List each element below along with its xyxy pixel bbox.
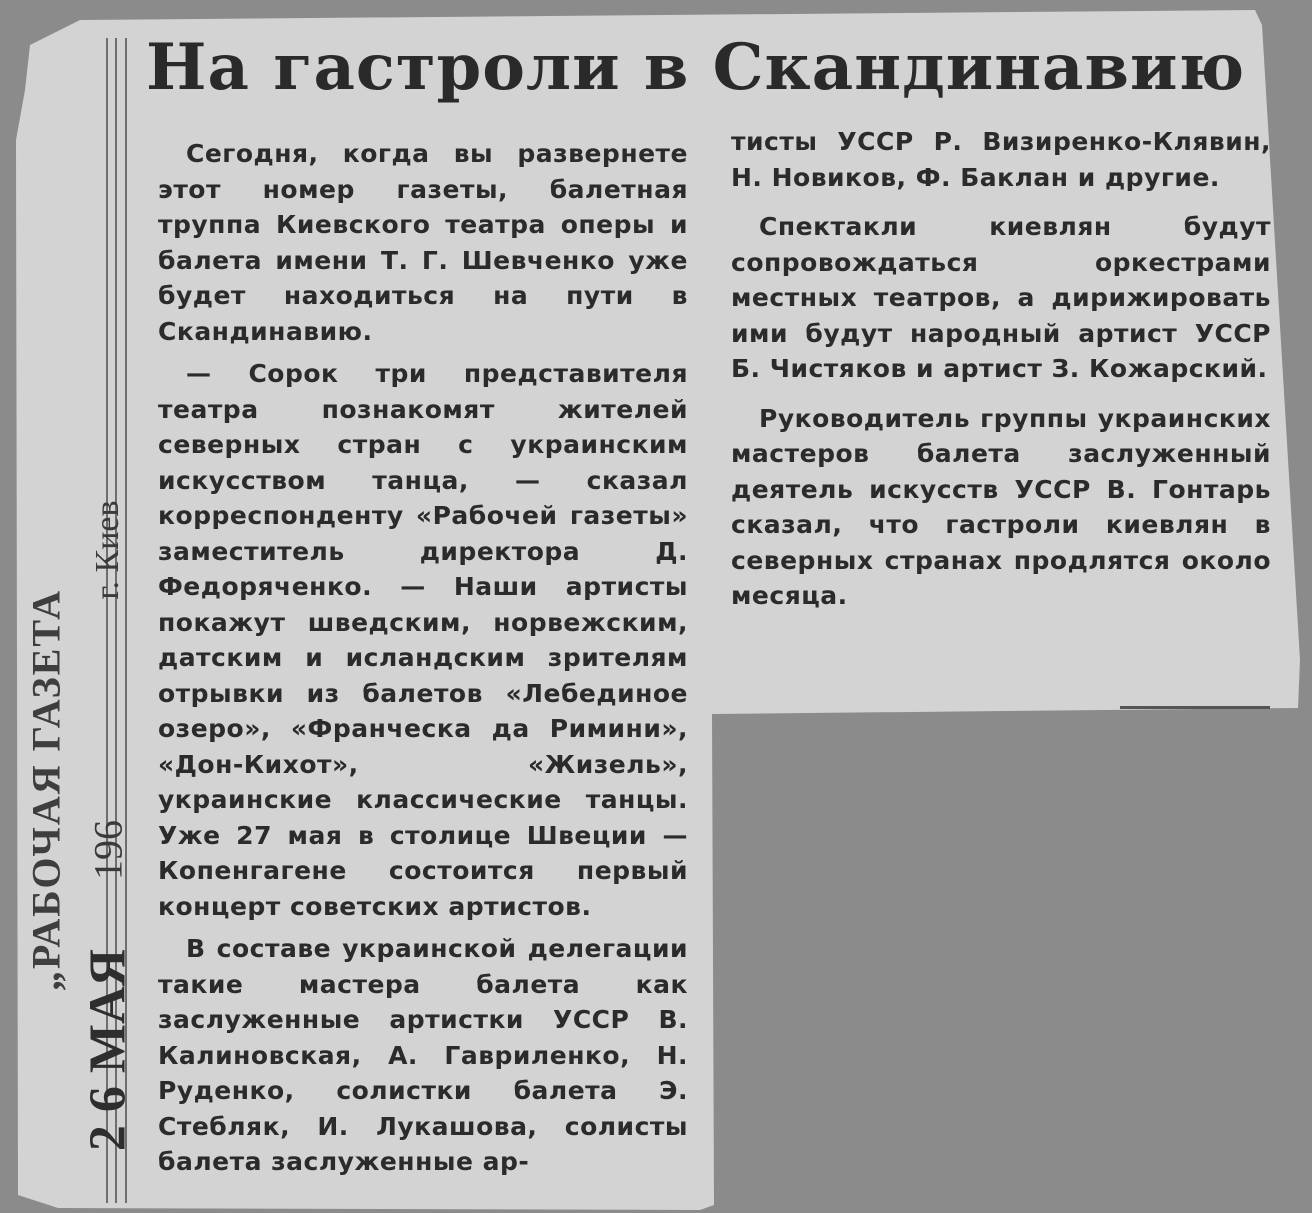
- stamp-city: г. Киев: [89, 500, 126, 600]
- newspaper-stamp: [22, 380, 70, 1200]
- article-paragraph: тисты УССР Р. Визиренко-Клявин, Н. Новиков, Ф. Баклан и другие.: [731, 127, 1271, 192]
- article-paragraph: В составе украинской делегации такие мастера балета как заслуженные артистки УССР В. Калиновская, А. Гавриленко, Н. Руденко, солистки балета Э. Стебляк, И. Лукашова, солисты балета заслуженные ар-: [158, 934, 688, 1176]
- article-paragraph: — Сорок три представителя театра познакомят жителей северных стран с украинским искусством танца, — сказал корреспонденту «Рабочей газеты» заместитель директора Д. Федоряченко. — Наши артисты покажут шведским, норвежским, датским и исландским зрителям отрывки из балетов «Лебединое озеро», «Франческа да Римини», «Дон-Кихот», «Жизель», украинские классические танцы. Уже 27 мая в столице Швеции — Копенгагене состоится первый концерт советских артистов.: [158, 359, 688, 921]
- article-paragraph: Сегодня, когда вы развернете этот номер газеты, балетная труппа Киевского театра оперы и балета имени Т. Г. Шевченко уже будет находиться на пути в Скандинавию.: [158, 139, 688, 346]
- stamp-date: 2 6 МАЯ: [79, 948, 137, 1152]
- article-right-column: [731, 124, 1271, 621]
- stamp-newspaper-name: „РАБОЧАЯ ГАЗЕТА: [23, 589, 69, 991]
- article-left-column: [158, 136, 688, 1187]
- date-stamp: [78, 490, 138, 1210]
- stamp-year: 196: [85, 820, 131, 880]
- article-paragraph: Спектакли киевлян будут сопровождаться оркестрами местных театров, а дирижировать ими будут народный артист УССР Б. Чистяков и артист З. Кожарский.: [731, 212, 1271, 383]
- article-headline: На гастроли в Скандинавию: [146, 30, 1246, 105]
- end-rule: [1120, 706, 1270, 709]
- article-paragraph: Руководитель группы украинских мастеров балета заслуженный деятель искусств УССР В. Гонтарь сказал, что гастроли киевлян в северных странах продлятся около месяца.: [731, 403, 1271, 610]
